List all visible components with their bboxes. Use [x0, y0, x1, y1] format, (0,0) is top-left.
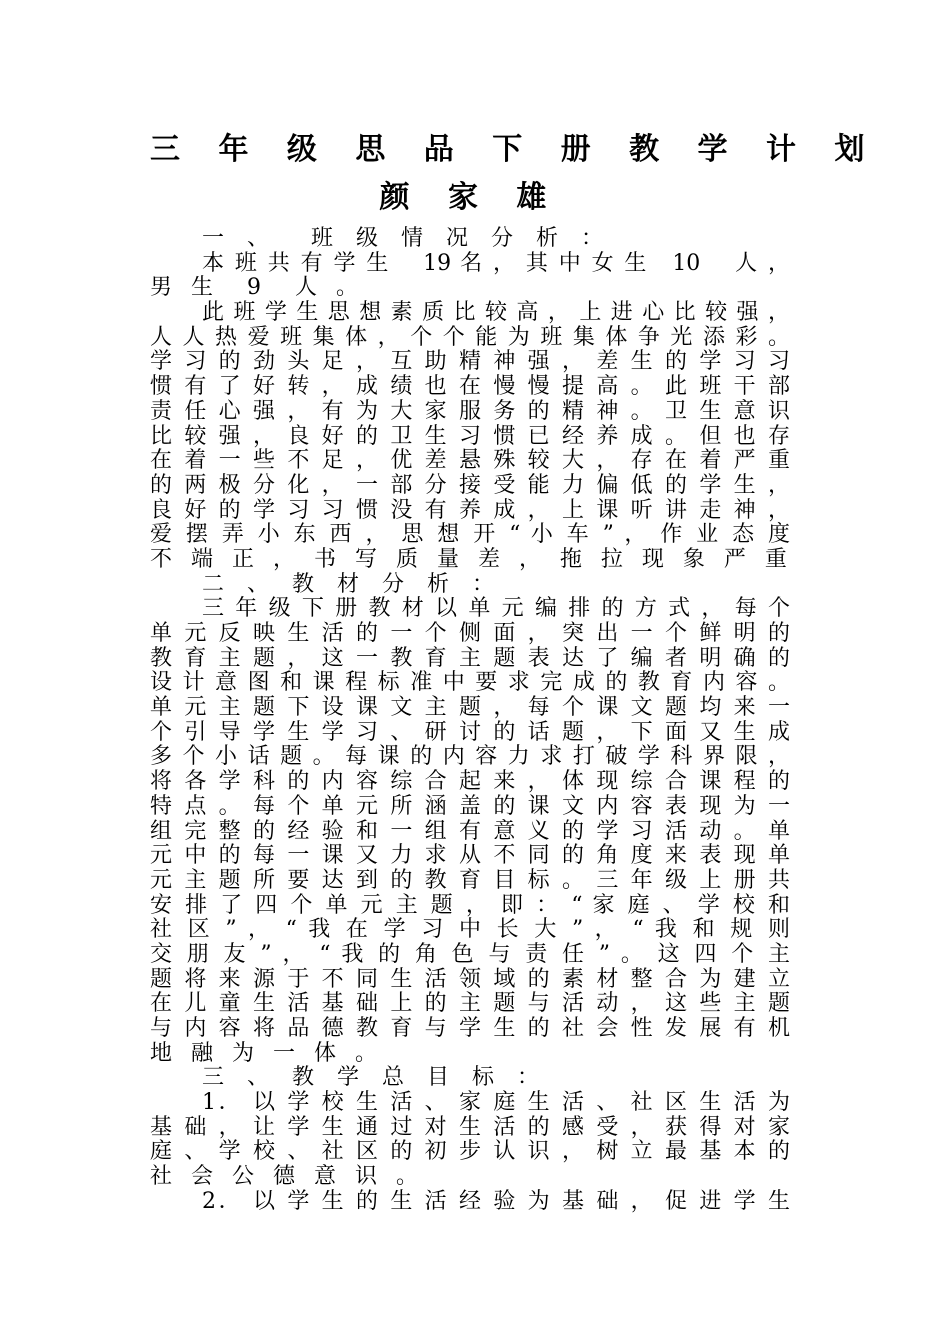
paragraph-line: 2． 以 学 生 的 生 活 经 验 为 基 础 ， 促 进 学 生 — [202, 1188, 790, 1214]
paragraph-line: 元 中 的 每 一 课 又 力 求 从 不 同 的 角 度 来 表 现 单 — [150, 843, 790, 869]
paragraph-line: 三 年 级 下 册 教 材 以 单 元 编 排 的 方 式 ， 每 个 — [202, 596, 790, 622]
document-title: 三 年 级 思 品 下 册 教 学 计 划 — [150, 132, 879, 167]
paragraph-line: 责 任 心 强 ， 有 为 大 家 服 务 的 精 神 。 卫 生 意 识 — [150, 398, 790, 424]
paragraph-line: 地 融 为 一 体 。 — [150, 1040, 383, 1066]
paragraph-line: 在 儿 童 生 活 基 础 上 的 主 题 与 活 动 ， 这 些 主 题 — [150, 991, 790, 1017]
paragraph-line: 基 础 ， 让 学 生 通 过 对 生 活 的 感 受 ， 获 得 对 家 — [150, 1114, 790, 1140]
paragraph-line: 个 引 导 学 生 学 习 、 研 讨 的 话 题 ， 下 面 又 生 成 — [150, 719, 790, 745]
paragraph-line: 此 班 学 生 思 想 素 质 比 较 高 ， 上 进 心 比 较 强 ， — [202, 300, 790, 326]
paragraph-line: 本 班 共 有 学 生 19 名 ， 其 中 女 生 10 人 ， — [202, 250, 790, 276]
paragraph-line: 题 将 来 源 于 不 同 生 活 领 域 的 素 材 整 合 为 建 立 — [150, 966, 790, 992]
paragraph-line: 社 会 公 德 意 识 。 — [150, 1164, 424, 1190]
document-author: 颜 家 雄 — [379, 180, 561, 215]
paragraph-line: 多 个 小 话 题 。 每 课 的 内 容 力 求 打 破 学 科 界 限 ， — [150, 744, 790, 770]
paragraph-line: 教 育 主 题 ， 这 一 教 育 主 题 表 达 了 编 者 明 确 的 — [150, 645, 790, 671]
paragraph-line: 交 朋 友 ” ， “ 我 的 角 色 与 责 任 ” 。 这 四 个 主 — [150, 941, 790, 967]
paragraph-line: 比 较 强 ， 良 好 的 卫 生 习 惯 已 经 养 成 。 但 也 存 — [150, 423, 790, 449]
paragraph-line: 单 元 主 题 下 设 课 文 主 题 ， 每 个 课 文 题 均 来 一 — [150, 695, 790, 721]
paragraph-line: 元 主 题 所 要 达 到 的 教 育 目 标 。 三 年 级 上 册 共 — [150, 867, 790, 893]
paragraph-line: 人 人 热 爱 班 集 体 ， 个 个 能 为 班 集 体 争 光 添 彩 。 — [150, 324, 790, 350]
paragraph-line: 良 好 的 学 习 习 惯 没 有 养 成 ， 上 课 听 讲 走 神 ， — [150, 497, 790, 523]
paragraph-line: 在 着 一 些 不 足 ， 优 差 悬 殊 较 大 ， 存 在 着 严 重 — [150, 448, 790, 474]
paragraph-line: 男 生 9 人 。 — [150, 275, 364, 301]
paragraph-line: 将 各 学 科 的 内 容 综 合 起 来 ， 体 现 综 合 课 程 的 — [150, 769, 790, 795]
section-heading-textbook-analysis: 二 、 教 材 分 析 ： — [202, 571, 502, 597]
paragraph-line: 组 完 整 的 经 验 和 一 组 有 意 义 的 学 习 活 动 。 单 — [150, 818, 790, 844]
document-body — [150, 226, 793, 1215]
paragraph-line: 单 元 反 映 生 活 的 一 个 侧 面 ， 突 出 一 个 鲜 明 的 — [150, 621, 790, 646]
section-heading-class-analysis: 一 、 班 级 情 况 分 析 ： — [202, 226, 611, 251]
paragraph-line: 爱 摆 弄 小 东 西 ， 思 想 开 “ 小 车 ” ， 作 业 态 度 — [150, 522, 790, 548]
paragraph-line: 社 区 ” ， “ 我 在 学 习 中 长 大 ” ， “ 我 和 规 则 — [150, 917, 790, 943]
section-heading-teaching-goals: 三 、 教 学 总 目 标 ： — [202, 1065, 547, 1091]
paragraph-line: 安 排 了 四 个 单 元 主 题 ， 即 ： “ 家 庭 、 学 校 和 — [150, 892, 790, 918]
paragraph-line: 的 两 极 分 化 ， 一 部 分 接 受 能 力 偏 低 的 学 生 ， — [150, 472, 790, 498]
paragraph-line: 惯 有 了 好 转 ， 成 绩 也 在 慢 慢 提 高 。 此 班 干 部 — [150, 374, 790, 400]
paragraph-line: 1． 以 学 校 生 活 、 家 庭 生 活 、 社 区 生 活 为 — [202, 1090, 790, 1116]
paragraph-line: 不 端 正 ， 书 写 质 量 差 ， 拖 拉 现 象 严 重 — [150, 546, 793, 572]
paragraph-line: 与 内 容 将 品 德 教 育 与 学 生 的 社 会 性 发 展 有 机 — [150, 1016, 790, 1041]
paragraph-line: 特 点 。 每 个 单 元 所 涵 盖 的 课 文 内 容 表 现 为 一 — [150, 793, 790, 819]
paragraph-line: 庭 、 学 校 、 社 区 的 初 步 认 识 ， 树 立 最 基 本 的 — [150, 1139, 790, 1165]
paragraph-line: 学 习 的 劲 头 足 ， 互 助 精 神 强 ， 差 生 的 学 习 习 — [150, 349, 790, 375]
paragraph-line: 设 计 意 图 和 课 程 标 准 中 要 求 完 成 的 教 育 内 容 。 — [150, 670, 790, 696]
